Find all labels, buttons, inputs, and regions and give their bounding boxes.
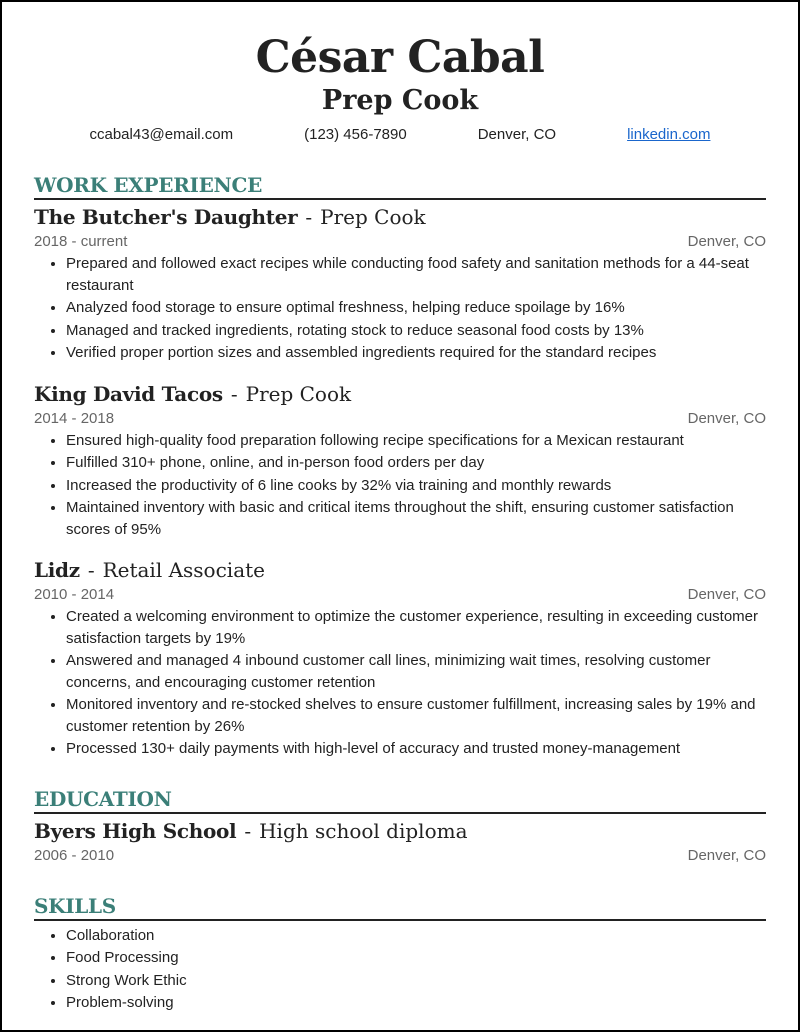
education-separator: - — [244, 818, 252, 843]
contact-email: ccabal43@email.com — [89, 126, 234, 143]
linkedin-link[interactable]: linkedin.com — [627, 126, 711, 143]
skill-item: • Collaboration — [66, 925, 766, 947]
education-dates: 2006 - 2010 — [34, 846, 115, 864]
education-location: Denver, CO — [687, 846, 766, 864]
job-meta — [34, 408, 766, 430]
skill-item: • Food Processing — [66, 947, 766, 969]
job-separator: - — [305, 205, 313, 229]
job-dates: 2014 - 2018 — [34, 409, 115, 427]
contact-phone: (123) 456-7890 — [304, 126, 407, 143]
job-bullets — [34, 606, 766, 760]
job-dates: 2010 - 2014 — [34, 586, 115, 603]
job-header — [34, 556, 766, 584]
job-bullet: • Analyzed food storage to ensure optimal freshness, helping reduce spoilage by 16% — [66, 297, 766, 319]
education-heading: EDUCATION — [34, 786, 766, 814]
job-entry — [34, 380, 766, 541]
job-separator: - — [87, 558, 95, 582]
job-bullet: • Processed 130+ daily payments with high-level of accuracy and trusted money-management — [66, 738, 766, 760]
job-meta — [34, 231, 766, 253]
job-header — [34, 380, 766, 408]
contact-location: Denver, CO — [477, 126, 557, 143]
job-location: Denver, CO — [687, 233, 766, 250]
job-entry — [34, 556, 766, 760]
candidate-title: Prep Cook — [321, 85, 479, 116]
education-meta — [34, 845, 766, 867]
candidate-name: César Cabal — [255, 32, 545, 83]
job-company: The Butcher's Daughter — [34, 205, 298, 229]
job-company: Lidz — [34, 558, 80, 582]
job-bullet: • Prepared and followed exact recipes while conducting food safety and sanitation methods for a 44-seat restaurant — [66, 253, 766, 296]
education-school: Byers High School — [34, 818, 237, 843]
job-role: Prep Cook — [245, 381, 352, 406]
job-bullets — [34, 253, 766, 364]
job-bullet: • Answered and managed 4 inbound customer call lines, minimizing wait times, resolving customer concerns, and encouraging customer retention — [66, 650, 766, 693]
job-bullet: • Maintained inventory with basic and critical items throughout the shift, ensuring customer satisfaction scores of 95% — [66, 497, 766, 540]
job-bullet: • Fulfilled 310+ phone, online, and in-person food orders per day — [66, 452, 766, 474]
job-bullets — [34, 430, 766, 541]
job-separator: - — [230, 381, 238, 406]
skills-list-wrap — [34, 925, 766, 1014]
job-entry — [34, 203, 766, 364]
job-header — [34, 203, 766, 231]
job-bullet: • Created a welcoming environment to optimize the customer experience, resulting in exceeding customer satisfaction targets by 19% — [66, 606, 766, 649]
job-bullet: • Monitored inventory and re-stocked shelves to ensure customer fulfillment, increasing sales by 19% and customer retention by 26% — [66, 694, 766, 737]
work-experience-heading: WORK EXPERIENCE — [34, 172, 766, 200]
education-header — [34, 817, 766, 845]
job-bullet: • Ensured high-quality food preparation following recipe specifications for a Mexican restaurant — [66, 430, 766, 452]
skill-item: • Problem-solving — [66, 992, 766, 1014]
education-entry — [34, 817, 766, 867]
job-meta — [34, 584, 766, 606]
skills-list — [34, 925, 766, 1014]
job-bullet: • Managed and tracked ingredients, rotating stock to reduce seasonal food costs by 13% — [66, 320, 766, 342]
education-degree: High school diploma — [259, 818, 468, 843]
skills-heading: SKILLS — [34, 893, 766, 921]
job-role: Retail Associate — [102, 558, 265, 582]
job-bullet: • Increased the productivity of 6 line cooks by 32% via training and monthly rewards — [66, 475, 766, 497]
skill-item: • Strong Work Ethic — [66, 970, 766, 992]
resume-page — [2, 2, 798, 1030]
job-location: Denver, CO — [687, 409, 766, 427]
resume-header — [34, 2, 766, 146]
job-location: Denver, CO — [687, 586, 766, 603]
job-company: King David Tacos — [34, 381, 223, 406]
job-role: Prep Cook — [320, 205, 426, 229]
contact-line — [34, 124, 766, 146]
job-dates: 2018 - current — [34, 233, 128, 250]
job-bullet: • Verified proper portion sizes and assembled ingredients required for the standard recipes — [66, 342, 766, 364]
